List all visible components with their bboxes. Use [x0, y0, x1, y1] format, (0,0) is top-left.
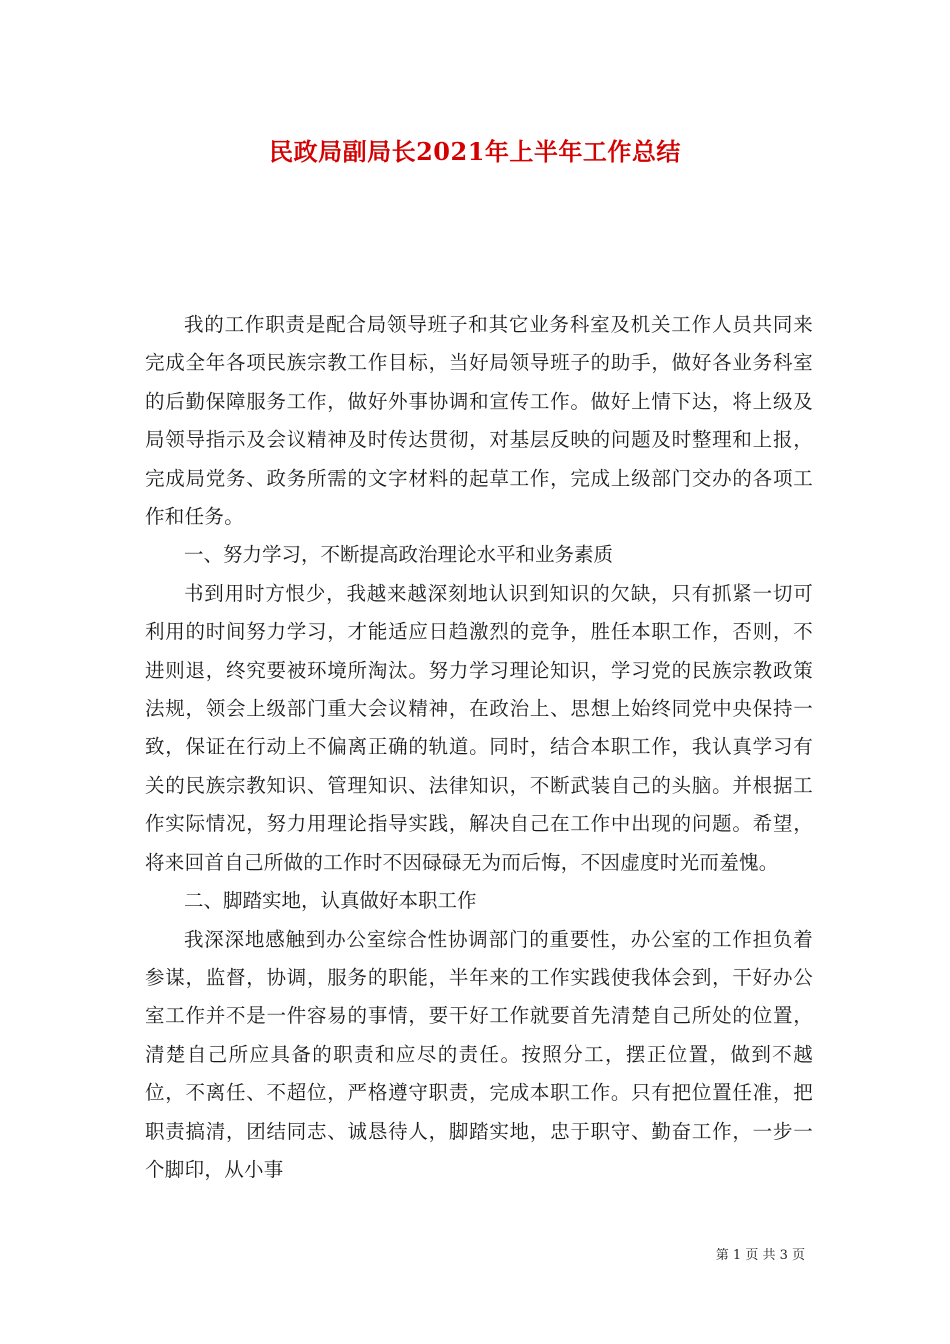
- section-heading-1: 一、努力学习，不断提高政治理论水平和业务素质: [184, 543, 614, 567]
- page-number: 第 1 页 共 3 页: [715, 1248, 805, 1263]
- section-heading-2: 二、脚踏实地，认真做好本职工作: [184, 889, 477, 913]
- paragraph-work: 我深深地感触到办公室综合性协调部门的重要性，办公室的工作担负着参谋，监督，协调，服务的职能，半年来的工作实践使我体会到，干好办公室工作并不是一件容易的事情，要干好工作就要首先清楚自己所处的位置，清楚自己所应具备的职责和应尽的责任。按照分工，摆正位置，做到不越位，不离任、不超位，严格遵守职责，完成本职工作。只有把位置任准，把职责搞清，团结同志、诚恳待人，脚踏实地，忠于职守、勤奋工作，一步一个脚印，从小事: [145, 927, 813, 1181]
- document-body: [145, 306, 813, 1189]
- paragraph-study: 书到用时方恨少，我越来越深刻地认识到知识的欠缺，只有抓紧一切可利用的时间努力学习，才能适应日趋激烈的竞争，胜任本职工作，否则，不进则退，终究要被环境所淘汰。努力学习理论知识，学习党的民族宗教政策法规，领会上级部门重大会议精神，在政治上、思想上始终同党中央保持一致，保证在行动上不偏离正确的轨道。同时，结合本职工作，我认真学习有关的民族宗教知识、管理知识、法律知识，不断武装自己的头脑。并根据工作实际情况，努力用理论指导实践，解决自己在工作中出现的问题。希望，将来回首自己所做的工作时不因碌碌无为而后悔，不因虚度时光而羞愧。: [145, 581, 813, 874]
- paragraph-intro: 我的工作职责是配合局领导班子和其它业务科室及机关工作人员共同来完成全年各项民族宗教工作目标，当好局领导班子的助手，做好各业务科室的后勤保障服务工作，做好外事协调和宣传工作。做好上情下达，将上级及局领导指示及会议精神及时传达贯彻，对基层反映的问题及时整理和上报，完成局党务、政务所需的文字材料的起草工作，完成上级部门交办的各项工作和任务。: [145, 313, 813, 529]
- page-title: 民政局副局长2021年上半年工作总结: [269, 137, 681, 166]
